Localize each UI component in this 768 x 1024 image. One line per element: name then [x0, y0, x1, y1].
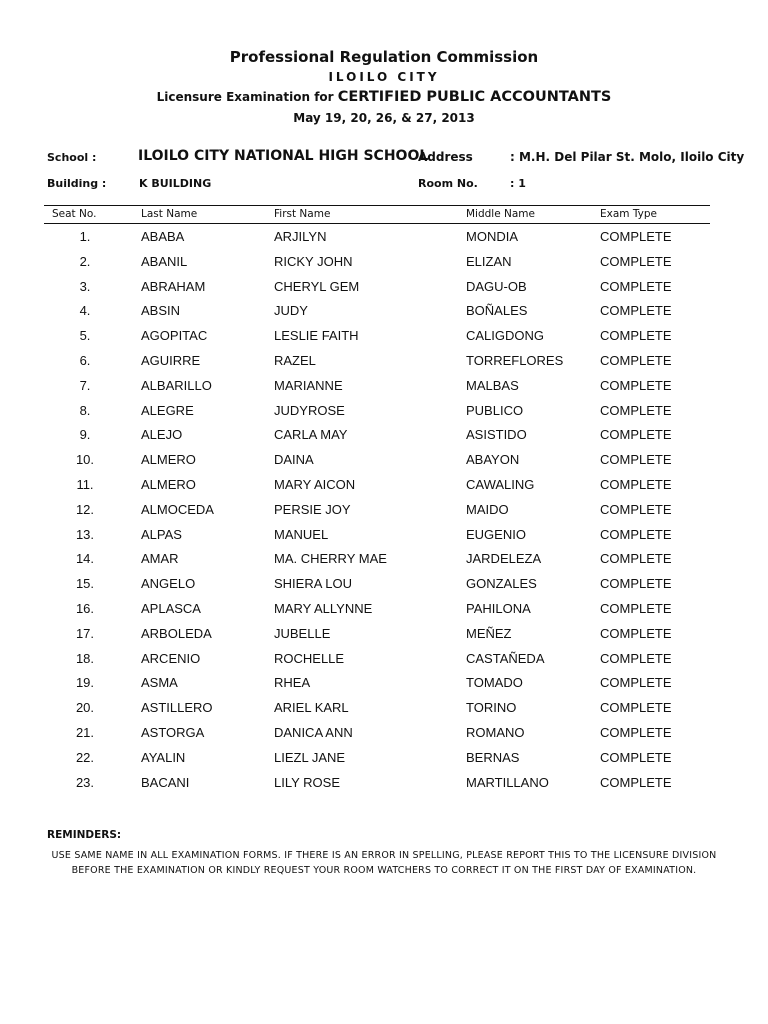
table-row	[0, 649, 768, 674]
school-value: ILOILO CITY NATIONAL HIGH SCHOOL	[138, 148, 429, 164]
cell-exam-type: COMPLETE	[600, 650, 672, 666]
cell-seat-no: 10.	[75, 452, 95, 468]
cell-first-name: PERSIE JOY	[274, 501, 351, 517]
cell-first-name: ROCHELLE	[274, 650, 345, 666]
cell-exam-type: COMPLETE	[600, 253, 672, 269]
cell-exam-type: COMPLETE	[600, 303, 672, 319]
cell-middle-name: TOMADO	[466, 675, 523, 691]
cell-first-name: SHIERA LOU	[274, 576, 353, 592]
cell-last-name: AYALIN	[141, 749, 186, 765]
cell-exam-type: COMPLETE	[600, 774, 672, 790]
reminders-line-1: USE SAME NAME IN ALL EXAMINATION FORMS. IF THERE IS AN ERROR IN SPELLING, PLEASE REPORT THIS TO THE LICENSURE DIVISION	[51, 850, 717, 861]
cell-first-name: DANICA ANN	[274, 724, 353, 740]
cell-seat-no: 3.	[79, 278, 91, 294]
cell-seat-no: 19.	[75, 675, 95, 691]
cell-exam-type: COMPLETE	[600, 526, 672, 542]
col-first-name: First Name	[274, 208, 331, 220]
table-row	[0, 252, 768, 277]
cell-last-name: ASTILLERO	[141, 700, 213, 716]
table-row	[0, 574, 768, 599]
cell-first-name: DAINA	[274, 452, 314, 468]
table-row	[0, 450, 768, 475]
cell-last-name: ALMOCEDA	[141, 501, 214, 517]
cell-exam-type: COMPLETE	[600, 278, 672, 294]
cell-first-name: LIEZL JANE	[274, 749, 346, 765]
cell-exam-type: COMPLETE	[600, 377, 672, 393]
reminders-line-2: BEFORE THE EXAMINATION OR KINDLY REQUEST YOUR ROOM WATCHERS TO CORRECT IT ON THE FIRST DAY OF EXAMINATION.	[71, 865, 697, 876]
examinee-list	[0, 227, 768, 797]
cell-seat-no: 2.	[79, 253, 91, 269]
cell-last-name: ALMERO	[141, 452, 196, 468]
cell-middle-name: EUGENIO	[466, 526, 526, 542]
table-row	[0, 773, 768, 798]
col-seat-no: Seat No.	[52, 208, 97, 220]
cell-seat-no: 14.	[75, 551, 95, 567]
table-row	[0, 301, 768, 326]
cell-exam-type: COMPLETE	[600, 675, 672, 691]
cell-seat-no: 5.	[79, 328, 91, 344]
cell-first-name: CARLA MAY	[274, 427, 348, 443]
cell-first-name: LESLIE FAITH	[274, 328, 359, 344]
table-row	[0, 525, 768, 550]
cell-last-name: ALEGRE	[141, 402, 194, 418]
cell-last-name: AGOPITAC	[141, 328, 208, 344]
exam-name: CERTIFIED PUBLIC ACCOUNTANTS	[337, 89, 612, 105]
cell-seat-no: 18.	[75, 650, 95, 666]
cell-last-name: BACANI	[141, 774, 190, 790]
cell-last-name: ASTORGA	[141, 724, 205, 740]
cell-middle-name: GONZALES	[466, 576, 537, 592]
cell-exam-type: COMPLETE	[600, 749, 672, 765]
cell-middle-name: TORREFLORES	[466, 352, 564, 368]
exam-dates: May 19, 20, 26, & 27, 2013	[293, 111, 475, 125]
table-row	[0, 549, 768, 574]
cell-seat-no: 1.	[79, 229, 91, 244]
cell-last-name: APLASCA	[141, 600, 201, 616]
table-row	[0, 351, 768, 376]
cell-first-name: JUDYROSE	[274, 402, 345, 418]
room-value: : 1	[510, 177, 526, 190]
cell-first-name: MARIANNE	[274, 377, 343, 393]
cell-exam-type: COMPLETE	[600, 402, 672, 418]
cell-middle-name: MEÑEZ	[466, 625, 512, 641]
cell-exam-type: COMPLETE	[600, 576, 672, 592]
cell-last-name: ALMERO	[141, 476, 196, 492]
reminders-text	[44, 848, 724, 878]
cell-first-name: JUBELLE	[274, 625, 331, 641]
table-row	[0, 227, 768, 252]
cell-first-name: MARY ALLYNNE	[274, 600, 373, 616]
cell-middle-name: MAIDO	[466, 501, 509, 517]
table-row	[0, 500, 768, 525]
cell-seat-no: 16.	[75, 600, 95, 616]
cell-exam-type: COMPLETE	[600, 452, 672, 468]
cell-last-name: AGUIRRE	[141, 352, 201, 368]
cell-exam-type: COMPLETE	[600, 229, 672, 244]
org-title: Professional Regulation Commission	[229, 48, 539, 66]
cell-first-name: MANUEL	[274, 526, 329, 542]
cell-seat-no: 12.	[75, 501, 95, 517]
cell-seat-no: 8.	[79, 402, 91, 418]
exam-title	[0, 89, 768, 105]
building-label: Building :	[47, 177, 107, 190]
cell-last-name: ARBOLEDA	[141, 625, 212, 641]
table-row	[0, 698, 768, 723]
table-row	[0, 425, 768, 450]
cell-first-name: MARY AICON	[274, 476, 356, 492]
cell-seat-no: 21.	[75, 724, 95, 740]
city-title: ILOILO CITY	[328, 70, 440, 84]
cell-exam-type: COMPLETE	[600, 600, 672, 616]
cell-seat-no: 23.	[75, 774, 95, 790]
cell-exam-type: COMPLETE	[600, 328, 672, 344]
cell-middle-name: BOÑALES	[466, 303, 528, 319]
cell-last-name: ALPAS	[141, 526, 182, 542]
table-row	[0, 624, 768, 649]
cell-seat-no: 6.	[79, 352, 91, 368]
col-exam-type: Exam Type	[600, 208, 657, 220]
cell-last-name: ABSIN	[141, 303, 181, 319]
school-label: School :	[47, 151, 97, 164]
cell-middle-name: ROMANO	[466, 724, 525, 740]
cell-middle-name: PAHILONA	[466, 600, 531, 616]
cell-first-name: LILY ROSE	[274, 774, 340, 790]
cell-last-name: ABANIL	[141, 253, 188, 269]
cell-middle-name: ASISTIDO	[466, 427, 527, 443]
exam-prefix: Licensure Examination for	[156, 90, 338, 104]
cell-last-name: ARCENIO	[141, 650, 201, 666]
cell-exam-type: COMPLETE	[600, 427, 672, 443]
cell-middle-name: DAGU-OB	[466, 278, 527, 294]
table-row	[0, 376, 768, 401]
cell-middle-name: PUBLICO	[466, 402, 524, 418]
cell-last-name: ALEJO	[141, 427, 183, 443]
table-row	[0, 723, 768, 748]
cell-exam-type: COMPLETE	[600, 476, 672, 492]
cell-seat-no: 7.	[79, 377, 91, 393]
table-row	[0, 401, 768, 426]
cell-last-name: ABABA	[141, 229, 185, 244]
cell-seat-no: 4.	[79, 303, 91, 319]
cell-middle-name: ELIZAN	[466, 253, 512, 269]
cell-exam-type: COMPLETE	[600, 352, 672, 368]
address-label: Address	[418, 150, 473, 164]
cell-middle-name: CALIGDONG	[466, 328, 545, 344]
cell-first-name: RAZEL	[274, 352, 316, 368]
cell-exam-type: COMPLETE	[600, 551, 672, 567]
cell-last-name: ASMA	[141, 675, 178, 691]
cell-seat-no: 20.	[75, 700, 95, 716]
cell-last-name: ABRAHAM	[141, 278, 206, 294]
cell-seat-no: 17.	[75, 625, 95, 641]
cell-middle-name: MONDIA	[466, 229, 518, 244]
cell-middle-name: MALBAS	[466, 377, 519, 393]
cell-middle-name: CAWALING	[466, 476, 535, 492]
cell-seat-no: 15.	[75, 576, 95, 592]
table-row	[0, 326, 768, 351]
room-label: Room No.	[418, 177, 478, 190]
building-value: K BUILDING	[139, 177, 212, 190]
cell-seat-no: 13.	[75, 526, 95, 542]
cell-first-name: RICKY JOHN	[274, 253, 353, 269]
cell-middle-name: CASTAÑEDA	[466, 650, 545, 666]
table-header-rule	[44, 223, 710, 224]
address-value: : M.H. Del Pilar St. Molo, Iloilo City	[510, 150, 745, 164]
cell-seat-no: 11.	[76, 476, 94, 492]
cell-seat-no: 9.	[79, 427, 91, 443]
cell-last-name: ALBARILLO	[141, 377, 212, 393]
cell-seat-no: 22.	[75, 749, 95, 765]
reminders-label: REMINDERS:	[47, 829, 122, 841]
cell-first-name: CHERYL GEM	[274, 278, 360, 294]
col-last-name: Last Name	[141, 208, 198, 220]
cell-middle-name: JARDELEZA	[466, 551, 542, 567]
col-middle-name: Middle Name	[466, 208, 535, 220]
table-row	[0, 475, 768, 500]
table-row	[0, 599, 768, 624]
cell-exam-type: COMPLETE	[600, 724, 672, 740]
cell-first-name: MA. CHERRY MAE	[274, 551, 387, 567]
cell-middle-name: TORINO	[466, 700, 517, 716]
cell-last-name: ANGELO	[141, 576, 196, 592]
cell-middle-name: ABAYON	[466, 452, 520, 468]
cell-exam-type: COMPLETE	[600, 501, 672, 517]
cell-last-name: AMAR	[141, 551, 179, 567]
cell-first-name: ARIEL KARL	[274, 700, 349, 716]
cell-middle-name: MARTILLANO	[466, 774, 549, 790]
cell-exam-type: COMPLETE	[600, 700, 672, 716]
cell-first-name: JUDY	[274, 303, 308, 319]
table-row	[0, 748, 768, 773]
cell-first-name: RHEA	[274, 675, 311, 691]
cell-exam-type: COMPLETE	[600, 625, 672, 641]
table-row	[0, 277, 768, 302]
cell-middle-name: BERNAS	[466, 749, 520, 765]
cell-first-name: ARJILYN	[274, 229, 327, 244]
table-top-rule	[44, 205, 710, 206]
table-row	[0, 673, 768, 698]
